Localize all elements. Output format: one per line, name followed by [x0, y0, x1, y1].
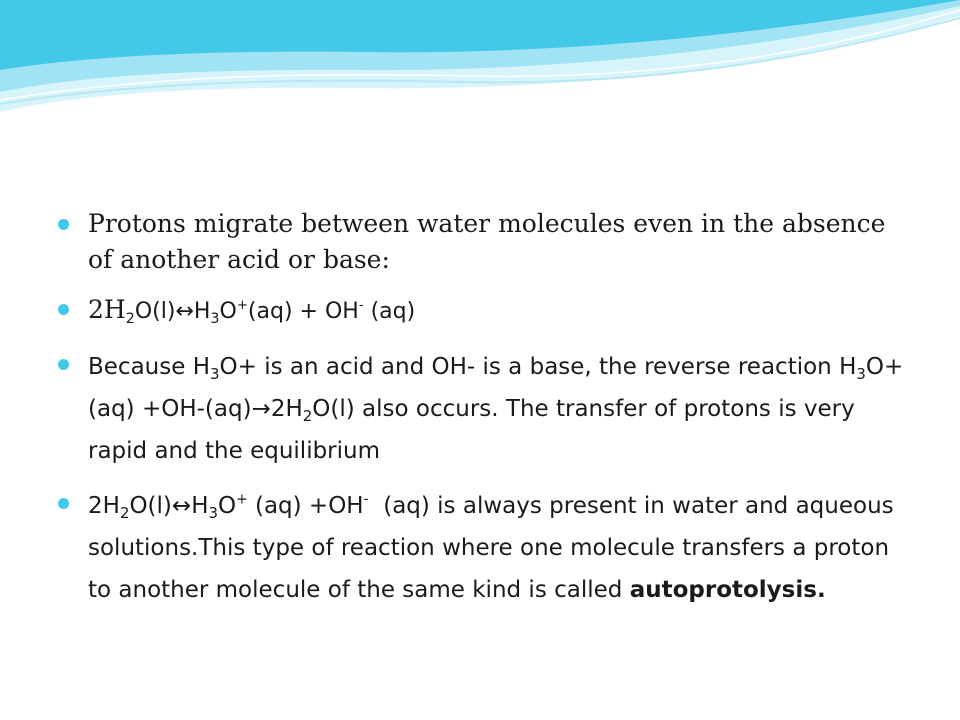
- equation-text: (aq) + OH: [247, 299, 359, 324]
- equation-text: O(l): [134, 299, 176, 324]
- subscript: 2: [302, 407, 313, 426]
- double-arrow-icon: ↔: [175, 299, 194, 324]
- keyword-autoprotolysis: autoprotolysis.: [629, 577, 826, 603]
- equation-text: O: [219, 299, 237, 324]
- bullet-dot-icon: [58, 359, 69, 370]
- subscript: 3: [856, 365, 866, 384]
- subscript: 3: [210, 365, 220, 384]
- bullet-item: [58, 346, 908, 472]
- superscript: -: [363, 491, 369, 508]
- subscript: 2: [125, 311, 135, 327]
- bullet-text: Protons migrate between water molecules even in the absence of another acid or base:: [88, 209, 886, 274]
- bullet-text: O+(aq) +OH-(aq): [88, 354, 904, 422]
- bullet-item: [58, 485, 908, 611]
- bullet-text: (aq) is always present in water and aqueous solutions.This type of reaction where one molecule transfers a proton to another molecule of the same kind is called: [88, 493, 901, 603]
- bullet-item: [58, 291, 908, 333]
- bullet-dot-icon: [58, 219, 69, 230]
- bullet-text: Because H: [88, 354, 210, 380]
- bullet-item: [58, 206, 908, 278]
- bullet-text: O(l): [129, 493, 172, 519]
- superscript: +: [236, 297, 248, 313]
- double-arrow-icon: ↔: [171, 493, 192, 519]
- header-wave-decoration: [0, 0, 960, 120]
- bullet-text: O: [218, 493, 237, 519]
- equation-text: H: [193, 299, 211, 324]
- bullet-text: (aq) +OH: [247, 493, 364, 519]
- subscript: 3: [210, 311, 220, 327]
- bullet-dot-icon: [58, 498, 69, 509]
- bullet-text: 2H: [88, 493, 120, 519]
- bullet-text: H: [191, 493, 209, 519]
- equation-text: H: [103, 295, 126, 324]
- subscript: 3: [208, 504, 218, 523]
- right-arrow-icon: →: [251, 396, 271, 422]
- equation-text: (aq): [363, 299, 416, 324]
- superscript: -: [358, 297, 364, 313]
- bullet-text: O+ is an acid and OH- is a base, the reverse reaction H: [219, 354, 857, 380]
- slide-body: [58, 206, 908, 624]
- superscript: +: [236, 491, 248, 508]
- bullet-text: O(l) also occurs. The transfer of protons is very rapid and the equilibrium: [88, 396, 855, 464]
- subscript: 2: [119, 504, 130, 523]
- equation-coefficient: 2: [88, 295, 104, 324]
- bullet-text: 2H: [270, 396, 303, 422]
- bullet-dot-icon: [58, 304, 69, 315]
